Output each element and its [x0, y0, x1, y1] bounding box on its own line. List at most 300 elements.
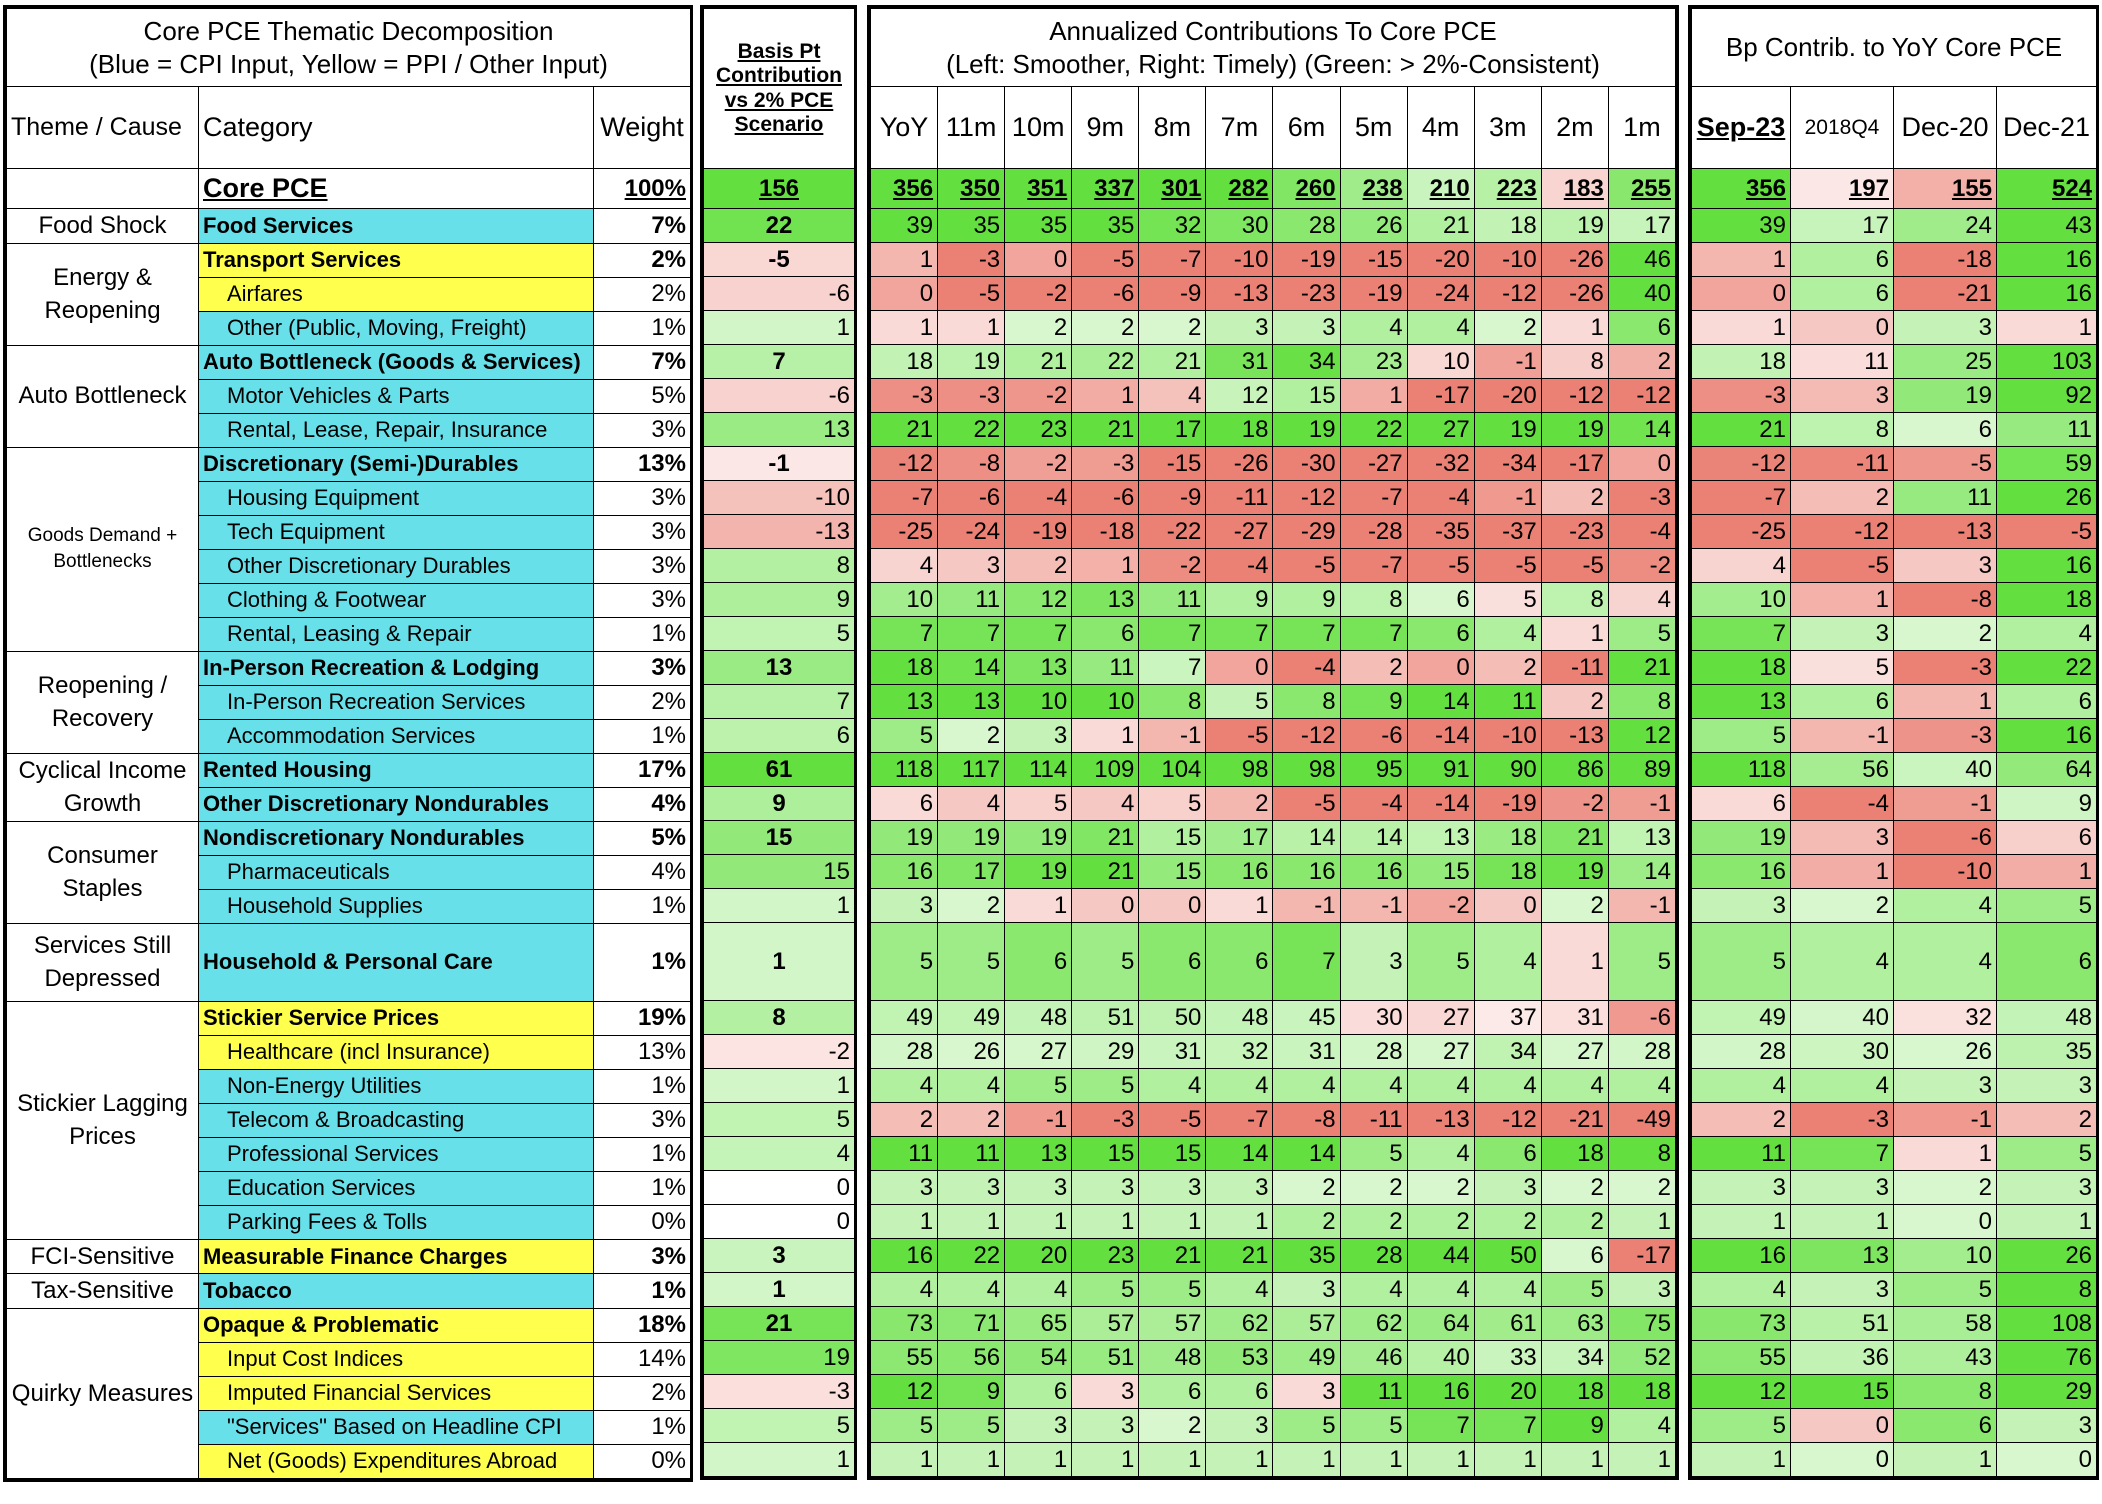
yoy-cell: 13 — [1692, 685, 1791, 719]
ann-cell: -2 — [1541, 787, 1608, 821]
table-row — [871, 515, 1676, 549]
category-rented-housing: Rented Housing — [199, 753, 594, 787]
ann-cell: 21 — [1206, 1239, 1273, 1273]
ann-cell: -30 — [1273, 447, 1340, 481]
ann-cell: 34 — [1474, 1035, 1541, 1069]
table-row — [871, 1137, 1676, 1171]
weight-cell: 2% — [594, 243, 691, 277]
yoy-cell: 108 — [1997, 1307, 2097, 1341]
ann-cell: 3 — [1273, 1375, 1340, 1409]
ann-cell: -7 — [1340, 481, 1407, 515]
yoy-cell: 11 — [1997, 413, 2097, 447]
yoy-cell: 1 — [1692, 243, 1791, 277]
ann-cell: 28 — [1273, 209, 1340, 243]
yoy-cell: 8 — [1894, 1375, 1997, 1409]
table-row — [704, 1205, 855, 1239]
col-dec-20: Dec-20 — [1894, 87, 1997, 169]
table-row — [1692, 1035, 2097, 1069]
ann-cell: 8 — [1340, 583, 1407, 617]
weight-cell: 13% — [594, 447, 691, 481]
yoy-cell: 16 — [1997, 549, 2097, 583]
yoy-cell: 1 — [1791, 583, 1894, 617]
theme-quirky-measures: Quirky Measures — [7, 1308, 199, 1478]
yoy-cell: 10 — [1692, 583, 1791, 617]
yoy-cell: -21 — [1894, 277, 1997, 311]
ann-cell: 11 — [1139, 583, 1206, 617]
bp-cell: 15 — [704, 821, 855, 855]
ann-cell: 62 — [1206, 1307, 1273, 1341]
ann-cell: 27 — [1407, 1001, 1474, 1035]
ann-cell: 5 — [1340, 1137, 1407, 1171]
table-row — [1692, 1273, 2097, 1307]
weight-cell: 13% — [594, 1035, 691, 1069]
weight-cell: 1% — [594, 1069, 691, 1103]
ann-cell: 7 — [1005, 617, 1072, 651]
ann-cell: 19 — [938, 345, 1005, 379]
ann-cell: 33 — [1474, 1341, 1541, 1375]
table-row — [1692, 1137, 2097, 1171]
ann-cell: 3 — [1072, 1409, 1139, 1443]
col-9m: 9m — [1072, 87, 1139, 169]
ann-cell: 4 — [1474, 617, 1541, 651]
category-household-supplies: Household Supplies — [199, 889, 594, 923]
ann-cell: 6 — [871, 787, 938, 821]
weight-cell: 1% — [594, 311, 691, 345]
ann-cell: 28 — [1608, 1035, 1675, 1069]
ann-cell: -4 — [1206, 549, 1273, 583]
ann-cell: 1 — [1139, 1205, 1206, 1239]
ann-cell: 56 — [938, 1341, 1005, 1375]
ann-cell: 4 — [1407, 1069, 1474, 1103]
yoy-cell: 1 — [1692, 1205, 1791, 1239]
total-ann-cell: 301 — [1139, 169, 1206, 209]
table-row — [1692, 787, 2097, 821]
ann-cell: 2 — [1474, 311, 1541, 345]
table-row — [871, 447, 1676, 481]
yoy-panel — [1688, 5, 2099, 1480]
yoy-cell: 1 — [1997, 311, 2097, 345]
ann-cell: 31 — [1541, 1001, 1608, 1035]
ann-cell: 19 — [1541, 209, 1608, 243]
ann-cell: 86 — [1541, 753, 1608, 787]
yoy-cell: 40 — [1791, 1001, 1894, 1035]
ann-cell: 39 — [871, 209, 938, 243]
ann-cell: 4 — [1340, 1273, 1407, 1307]
table-row — [1692, 1103, 2097, 1137]
ann-cell: 64 — [1407, 1307, 1474, 1341]
table-row — [7, 923, 691, 1001]
header-col-theme: Theme / Cause — [7, 87, 199, 169]
ann-cell: 21 — [1608, 651, 1675, 685]
yoy-cell: 1 — [1692, 1443, 1791, 1477]
yoy-cell: -5 — [1791, 549, 1894, 583]
weight-cell: 1% — [594, 617, 691, 651]
yoy-cell: 7 — [1791, 1137, 1894, 1171]
ann-cell: 2 — [1608, 1171, 1675, 1205]
yoy-cell: 58 — [1894, 1307, 1997, 1341]
bp-cell: 4 — [704, 1137, 855, 1171]
category-discretionary-semi-durables: Discretionary (Semi-)Durables — [199, 447, 594, 481]
table-row — [1692, 1443, 2097, 1477]
ann-cell: 63 — [1541, 1307, 1608, 1341]
table-row — [871, 753, 1676, 787]
ann-cell: 4 — [1407, 1137, 1474, 1171]
ann-cell: 4 — [938, 1069, 1005, 1103]
table-row — [1692, 1375, 2097, 1409]
ann-cell: 3 — [1206, 1409, 1273, 1443]
yoy-cell: 48 — [1997, 1001, 2097, 1035]
col-11m: 11m — [938, 87, 1005, 169]
ann-cell: 6 — [1474, 1137, 1541, 1171]
ann-cell: 8 — [1541, 345, 1608, 379]
ann-cell: 19 — [1005, 821, 1072, 855]
yoy-cell: 59 — [1997, 447, 2097, 481]
ann-cell: 1 — [1340, 379, 1407, 413]
ann-cell: 61 — [1474, 1307, 1541, 1341]
yoy-cell: 39 — [1692, 209, 1791, 243]
ann-cell: 3 — [871, 889, 938, 923]
bp-cell: 1 — [704, 311, 855, 345]
yoy-cell: 18 — [1997, 583, 2097, 617]
ann-cell: 11 — [938, 1137, 1005, 1171]
ann-cell: 4 — [1608, 1069, 1675, 1103]
ann-cell: 5 — [1005, 1069, 1072, 1103]
theme-services-still-depressed: Services Still Depressed — [7, 923, 199, 1001]
ann-cell: -3 — [938, 243, 1005, 277]
ann-cell: 98 — [1206, 753, 1273, 787]
weight-cell: 7% — [594, 209, 691, 244]
col-3m: 3m — [1474, 87, 1541, 169]
category-household-personal-care: Household & Personal Care — [199, 923, 594, 1001]
ann-cell: 17 — [1139, 413, 1206, 447]
ann-cell: 3 — [1340, 923, 1407, 1001]
ann-cell: -3 — [871, 379, 938, 413]
ann-cell: 28 — [1340, 1035, 1407, 1069]
category-food-services: Food Services — [199, 209, 594, 244]
ann-cell: 12 — [1608, 719, 1675, 753]
ann-cell: 9 — [1541, 1409, 1608, 1443]
bp-cell: -6 — [704, 379, 855, 413]
ann-cell: 16 — [871, 1239, 938, 1273]
ann-cell: 2 — [1541, 1171, 1608, 1205]
yoy-cell: 16 — [1997, 719, 2097, 753]
ann-cell: 6 — [1608, 311, 1675, 345]
table-row — [704, 1035, 855, 1069]
ann-cell: -6 — [1072, 481, 1139, 515]
ann-cell: 1 — [1541, 617, 1608, 651]
theme-reopening-recovery: Reopening / Recovery — [7, 651, 199, 753]
yoy-cell: 3 — [1997, 1069, 2097, 1103]
ann-cell: 18 — [1474, 821, 1541, 855]
ann-cell: 14 — [1273, 1137, 1340, 1171]
ann-cell: -24 — [938, 515, 1005, 549]
ann-cell: 4 — [1273, 1069, 1340, 1103]
bp-header-line: Contribution — [716, 64, 842, 88]
col-8m: 8m — [1139, 87, 1206, 169]
ann-cell: 13 — [1005, 651, 1072, 685]
ann-cell: -7 — [1340, 549, 1407, 583]
ann-cell: 16 — [1340, 855, 1407, 889]
ann-cell: 3 — [1005, 719, 1072, 753]
col-dec-21: Dec-21 — [1997, 87, 2097, 169]
ann-cell: 2 — [1340, 1171, 1407, 1205]
ann-cell: -24 — [1407, 277, 1474, 311]
ann-cell: 27 — [1407, 413, 1474, 447]
ann-cell: -12 — [1474, 1103, 1541, 1137]
ann-cell: 54 — [1005, 1341, 1072, 1375]
table-row — [7, 1308, 691, 1342]
total-bp: 156 — [704, 169, 855, 209]
ann-cell: 14 — [1608, 413, 1675, 447]
ann-cell: 6 — [1072, 617, 1139, 651]
weight-cell: 19% — [594, 1001, 691, 1035]
category-services-based-on-headline-cpi: "Services" Based on Headline CPI — [199, 1410, 594, 1444]
ann-cell: 34 — [1273, 345, 1340, 379]
ann-cell: 13 — [1407, 821, 1474, 855]
yoy-cell: 73 — [1692, 1307, 1791, 1341]
ann-cell: 4 — [938, 1273, 1005, 1307]
ann-cell: -17 — [1407, 379, 1474, 413]
table-row — [871, 923, 1676, 1001]
table-row — [704, 1171, 855, 1205]
yoy-cell: 29 — [1997, 1375, 2097, 1409]
total-yoy-cell: 197 — [1791, 169, 1894, 209]
ann-cell: 22 — [1072, 345, 1139, 379]
ann-cell: -1 — [1608, 889, 1675, 923]
total-ann-cell: 255 — [1608, 169, 1675, 209]
bp-cell: 21 — [704, 1307, 855, 1341]
table-row — [871, 889, 1676, 923]
ann-cell: 52 — [1608, 1341, 1675, 1375]
bp-cell: 7 — [704, 685, 855, 719]
bp-cell: 9 — [704, 583, 855, 617]
yoy-cell: 56 — [1791, 753, 1894, 787]
table-row — [871, 1205, 1676, 1239]
yoy-cell: 6 — [1791, 277, 1894, 311]
yoy-cell: 2 — [1791, 889, 1894, 923]
ann-cell: 21 — [871, 413, 938, 447]
total-theme-cell — [7, 169, 199, 209]
table-row — [1692, 753, 2097, 787]
ann-cell: -11 — [1541, 651, 1608, 685]
weight-cell: 5% — [594, 821, 691, 855]
ann-cell: 16 — [871, 855, 938, 889]
ann-cell: 3 — [1608, 1273, 1675, 1307]
table-row — [704, 1273, 855, 1307]
ann-cell: -12 — [1273, 481, 1340, 515]
ann-cell: 21 — [1072, 821, 1139, 855]
col-5m: 5m — [1340, 87, 1407, 169]
table-row — [704, 277, 855, 311]
yoy-cell: 4 — [1894, 923, 1997, 1001]
table-row — [871, 277, 1676, 311]
ann-cell: -13 — [1206, 277, 1273, 311]
ann-cell: -1 — [1474, 481, 1541, 515]
ann-cell: 117 — [938, 753, 1005, 787]
ann-cell: 4 — [1072, 787, 1139, 821]
ann-cell: -5 — [1139, 1103, 1206, 1137]
ann-cell: 49 — [938, 1001, 1005, 1035]
weight-cell: 1% — [594, 923, 691, 1001]
ann-cell: 89 — [1608, 753, 1675, 787]
ann-cell: -26 — [1541, 243, 1608, 277]
yoy-cell: 3 — [1791, 821, 1894, 855]
ann-cell: 1 — [1206, 1205, 1273, 1239]
ann-cell: 31 — [1273, 1035, 1340, 1069]
ann-cell: 51 — [1072, 1001, 1139, 1035]
yoy-cell: -12 — [1692, 447, 1791, 481]
ann-cell: 1 — [1340, 1443, 1407, 1477]
bp-cell: 0 — [704, 1171, 855, 1205]
ann-cell: 1 — [1608, 1205, 1675, 1239]
yoy-cell: 0 — [1894, 1205, 1997, 1239]
ann-cell: 73 — [871, 1307, 938, 1341]
table-row — [704, 617, 855, 651]
yoy-cell: 26 — [1997, 481, 2097, 515]
ann-cell: 4 — [1139, 1069, 1206, 1103]
category-in-person-recreation-services: In-Person Recreation Services — [199, 685, 594, 719]
yoy-cell: 11 — [1791, 345, 1894, 379]
header-col-category: Category — [199, 87, 594, 169]
category-airfares: Airfares — [199, 277, 594, 311]
ann-cell: 109 — [1072, 753, 1139, 787]
ann-cell: 4 — [1206, 1069, 1273, 1103]
subtitle-line: (Blue = CPI Input, Yellow = PPI / Other Input) — [89, 48, 608, 79]
ann-cell: 13 — [938, 685, 1005, 719]
yoy-cell: -3 — [1791, 1103, 1894, 1137]
ann-cell: -3 — [1072, 1103, 1139, 1137]
ann-cell: 5 — [871, 719, 938, 753]
ann-cell: 16 — [1407, 1375, 1474, 1409]
ann-cell: -19 — [1340, 277, 1407, 311]
ann-cell: 19 — [1273, 413, 1340, 447]
table-row — [1692, 685, 2097, 719]
table-row — [704, 481, 855, 515]
ann-cell: 15 — [1072, 1137, 1139, 1171]
yoy-cell: -8 — [1894, 583, 1997, 617]
ann-cell: 98 — [1273, 753, 1340, 787]
ann-cell: -10 — [1474, 719, 1541, 753]
ann-cell: 2 — [1541, 685, 1608, 719]
table-row — [704, 651, 855, 685]
ann-cell: 1 — [1474, 1443, 1541, 1477]
ann-cell: -29 — [1273, 515, 1340, 549]
ann-cell: -3 — [938, 379, 1005, 413]
ann-cell: -15 — [1139, 447, 1206, 481]
ann-cell: 3 — [1005, 1171, 1072, 1205]
ann-cell: 1 — [938, 1205, 1005, 1239]
bp-cell: 22 — [704, 209, 855, 243]
ann-cell: 11 — [1474, 685, 1541, 719]
yoy-cell: -11 — [1791, 447, 1894, 481]
table-row — [7, 821, 691, 855]
table-row — [1692, 1307, 2097, 1341]
ann-cell: -2 — [1407, 889, 1474, 923]
total-category: Core PCE — [199, 169, 594, 209]
weight-cell: 3% — [594, 1239, 691, 1274]
ann-cell: 2 — [938, 1103, 1005, 1137]
weight-cell: 1% — [594, 1410, 691, 1444]
weight-cell: 1% — [594, 1274, 691, 1309]
yoy-cell: 22 — [1997, 651, 2097, 685]
yoy-cell: -1 — [1894, 1103, 1997, 1137]
ann-cell: 95 — [1340, 753, 1407, 787]
table-row — [704, 1069, 855, 1103]
ann-cell: -7 — [1206, 1103, 1273, 1137]
yoy-cell: -3 — [1894, 651, 1997, 685]
ann-cell: 18 — [1206, 413, 1273, 447]
ann-cell: 5 — [1072, 1069, 1139, 1103]
bp-cell: 3 — [704, 1239, 855, 1273]
col-2m: 2m — [1541, 87, 1608, 169]
table-row — [704, 447, 855, 481]
weight-cell: 3% — [594, 651, 691, 685]
ann-cell: 11 — [1340, 1375, 1407, 1409]
ann-cell: -18 — [1072, 515, 1139, 549]
table-row — [704, 787, 855, 821]
ann-cell: -3 — [1072, 447, 1139, 481]
ann-cell: 18 — [1541, 1137, 1608, 1171]
yoy-cell: 13 — [1791, 1239, 1894, 1273]
yoy-cell: 19 — [1894, 379, 1997, 413]
yoy-cell: 43 — [1894, 1341, 1997, 1375]
ann-cell: -1 — [1340, 889, 1407, 923]
ann-cell: 2 — [1273, 1171, 1340, 1205]
category-other-public-moving-freight: Other (Public, Moving, Freight) — [199, 311, 594, 345]
table-row — [871, 1103, 1676, 1137]
ann-cell: 21 — [1541, 821, 1608, 855]
weight-cell: 1% — [594, 719, 691, 753]
ann-cell: 15 — [1407, 855, 1474, 889]
ann-cell: 2 — [871, 1103, 938, 1137]
table-row — [871, 1171, 1676, 1205]
ann-cell: 34 — [1541, 1341, 1608, 1375]
ann-cell: 2 — [1139, 1409, 1206, 1443]
ann-cell: 35 — [1273, 1239, 1340, 1273]
ann-cell: 40 — [1407, 1341, 1474, 1375]
ann-cell: -25 — [871, 515, 938, 549]
ann-cell: 12 — [1005, 583, 1072, 617]
yoy-cell: 15 — [1791, 1375, 1894, 1409]
table-row — [704, 345, 855, 379]
weight-cell: 0% — [594, 1444, 691, 1478]
table-row — [871, 379, 1676, 413]
table-row — [704, 583, 855, 617]
ann-cell: -13 — [1407, 1103, 1474, 1137]
yoy-cell: 26 — [1997, 1239, 2097, 1273]
table-row — [704, 753, 855, 787]
ann-cell: 27 — [1541, 1035, 1608, 1069]
bp-cell: -2 — [704, 1035, 855, 1069]
ann-cell: 65 — [1005, 1307, 1072, 1341]
yoy-cell: 30 — [1791, 1035, 1894, 1069]
bp-cell: 6 — [704, 719, 855, 753]
table-row — [871, 481, 1676, 515]
yoy-cell: 26 — [1894, 1035, 1997, 1069]
table-row — [871, 1239, 1676, 1273]
ann-cell: -49 — [1608, 1103, 1675, 1137]
ann-cell: 6 — [1407, 617, 1474, 651]
ann-cell: 21 — [1139, 345, 1206, 379]
ann-cell: 91 — [1407, 753, 1474, 787]
bp-cell: 5 — [704, 1103, 855, 1137]
ann-cell: 7 — [1273, 617, 1340, 651]
table-row — [704, 1103, 855, 1137]
ann-cell: 5 — [938, 1409, 1005, 1443]
table-row — [1692, 481, 2097, 515]
ann-cell: 14 — [1407, 685, 1474, 719]
table-row — [871, 617, 1676, 651]
